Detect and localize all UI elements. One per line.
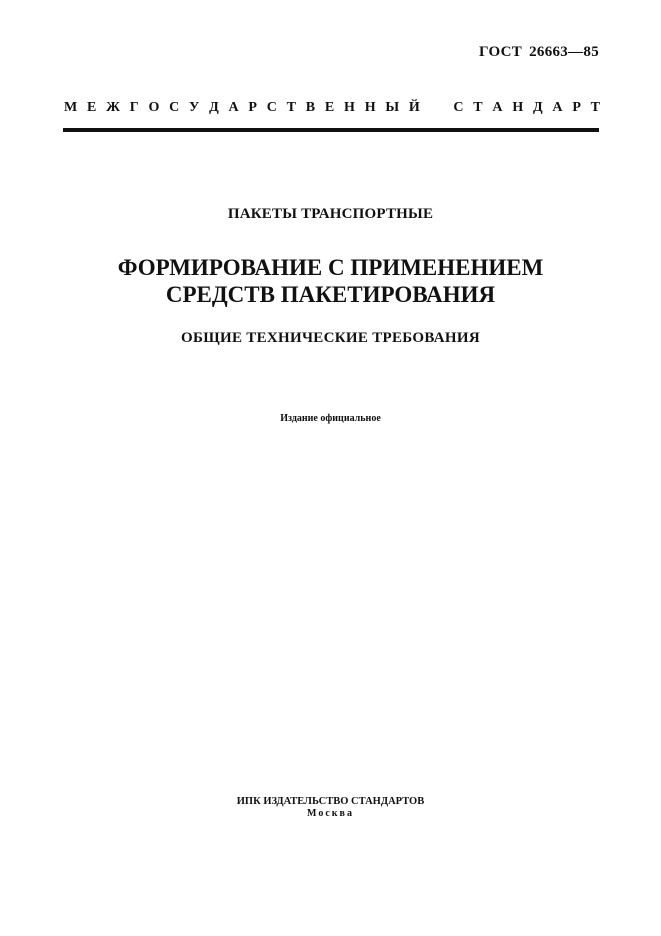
banner-letter: Е [87,100,97,115]
publisher-city: Москва [307,808,354,819]
header-divider [63,128,599,132]
publisher: ИПК ИЗДАТЕЛЬСТВО СТАНДАРТОВ [236,796,425,807]
banner-letter: А [228,100,239,115]
banner-letter: Е [324,100,335,115]
category-title: ПАКЕТЫ ТРАНСПОРТНЫЕ [227,206,434,222]
banner-letter: С [169,100,180,115]
banner-letter: М [64,100,78,115]
banner-letter: В [305,100,316,115]
banner-letter: Н [364,100,376,115]
banner-letter: Й [408,100,420,115]
banner-letter: А [552,100,563,115]
standard-type-banner [64,100,600,116]
banner-letter: Н [344,100,355,115]
banner-letter: Т [473,100,483,115]
banner-letter: Д [532,100,543,115]
banner-letter: У [189,100,200,115]
banner-letter: Р [248,100,257,115]
banner-letter: Ы [385,100,400,115]
banner-letter: Д [209,100,219,115]
main-title [0,254,661,308]
banner-letter: С [453,100,464,115]
banner-letter: О [148,100,160,115]
banner-letter: Ж [106,100,120,115]
edition-note: Издание официальное [280,413,381,424]
banner-letter: Г [129,100,139,115]
banner-letter: Н [512,100,524,115]
main-title-line-2: СРЕДСТВ ПАКЕТИРОВАНИЯ [165,282,496,307]
subtitle: ОБЩИЕ ТЕХНИЧЕСКИЕ ТРЕБОВАНИЯ [181,330,480,346]
main-title-line-1: ФОРМИРОВАНИЕ С ПРИМЕНЕНИЕМ [117,255,544,280]
banner-letter: С [266,100,277,115]
banner-letter: Т [286,100,297,115]
banner-letter: Т [590,100,600,115]
document-number: ГОСТ 26663—85 [478,44,599,60]
banner-letter: А [492,100,503,115]
banner-letter: Р [572,100,581,115]
